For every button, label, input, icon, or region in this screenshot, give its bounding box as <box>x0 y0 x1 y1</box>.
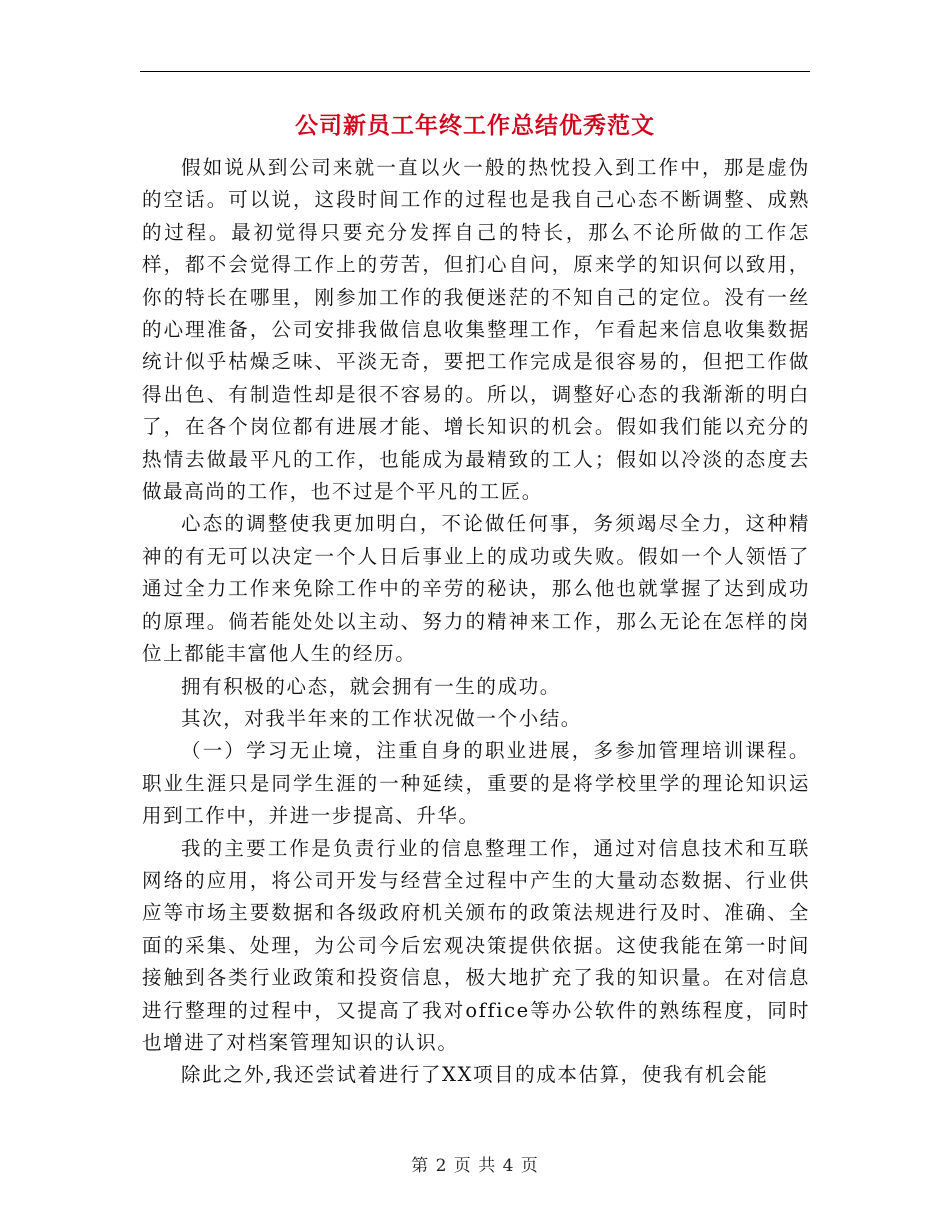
footer-suffix: 页 <box>520 1156 539 1176</box>
footer-prefix: 第 <box>411 1156 430 1176</box>
paragraph-5: （一）学习无止境，注重自身的职业进展，多参加管理培训课程。职业生涯只是同学生涯的一种延续，重要的是将学校里学的理论知识运用到工作中，并进一步提高、升华。 <box>142 739 810 828</box>
document-title: 公司新员工年终工作总结优秀范文 <box>295 113 655 139</box>
paragraph-1: 假如说从到公司来就一直以火一般的热忱投入到工作中，那是虚伪的空话。可以说，这段时间工作的过程也是我自己心态不断调整、成熟的过程。最初觉得只要充分发挥自己的特长，那么不论所做的工作怎样，都不会觉得工作上的劳苦，但扪心自问，原来学的知识何以致用，你的特长在哪里，刚参加工作的我便迷茫的不知自己的定位。没有一丝的心理准备，公司安排我做信息收集整理工作，乍看起来信息收集数据统计似乎枯燥乏味、平淡无奇，要把工作完成是很容易的，但把工作做得出色、有制造性却是很不容易的。所以，调整好心态的我渐渐的明白了，在各个岗位都有进展才能、增长知识的机会。假如我们能以充分的热情去做最平凡的工作，也能成为最精致的工人；假如以冷淡的态度去做最高尚的工作，也不过是个平凡的工匠。 <box>142 156 810 504</box>
page-footer <box>0 1155 950 1177</box>
header-rule <box>140 71 810 72</box>
paragraph-7: 除此之外,我还尝试着进行了XX项目的成本估算，使我有机会能 <box>181 1063 769 1087</box>
footer-page-current: 2 <box>435 1156 448 1176</box>
paragraph-4: 其次，对我半年来的工作状况做一个小结。 <box>181 706 582 730</box>
paragraph-2: 心态的调整使我更加明白，不论做任何事，务须竭尽全力，这种精神的有无可以决定一个人日后事业上的成功或失败。假如一个人领悟了通过全力工作来免除工作中的辛劳的秘诀，那么他也就掌握了达到成功的原理。倘若能处处以主动、努力的精神来工作，那么无论在怎样的岗位上都能丰富他人生的经历。 <box>142 512 810 666</box>
paragraph-3: 拥有积极的心态，就会拥有一生的成功。 <box>181 674 561 698</box>
document-body <box>142 152 810 1092</box>
paragraph-6: 我的主要工作是负责行业的信息整理工作，通过对信息技术和互联网络的应用，将公司开发与经营全过程中产生的大量动态数据、行业供应等市场主要数据和各级政府机关颁布的政策法规进行及时、准确、全面的采集、处理，为公司今后宏观决策提供依据。这使我能在第一时间接触到各类行业政策和投资信息，极大地扩充了我的知识量。在对信息进行整理的过程中，又提高了我对office等办公软件的熟练程度，同时也增进了对档案管理知识的认识。 <box>142 836 810 1054</box>
footer-page-total: 4 <box>502 1156 515 1176</box>
footer-middle: 页 共 <box>453 1156 497 1176</box>
